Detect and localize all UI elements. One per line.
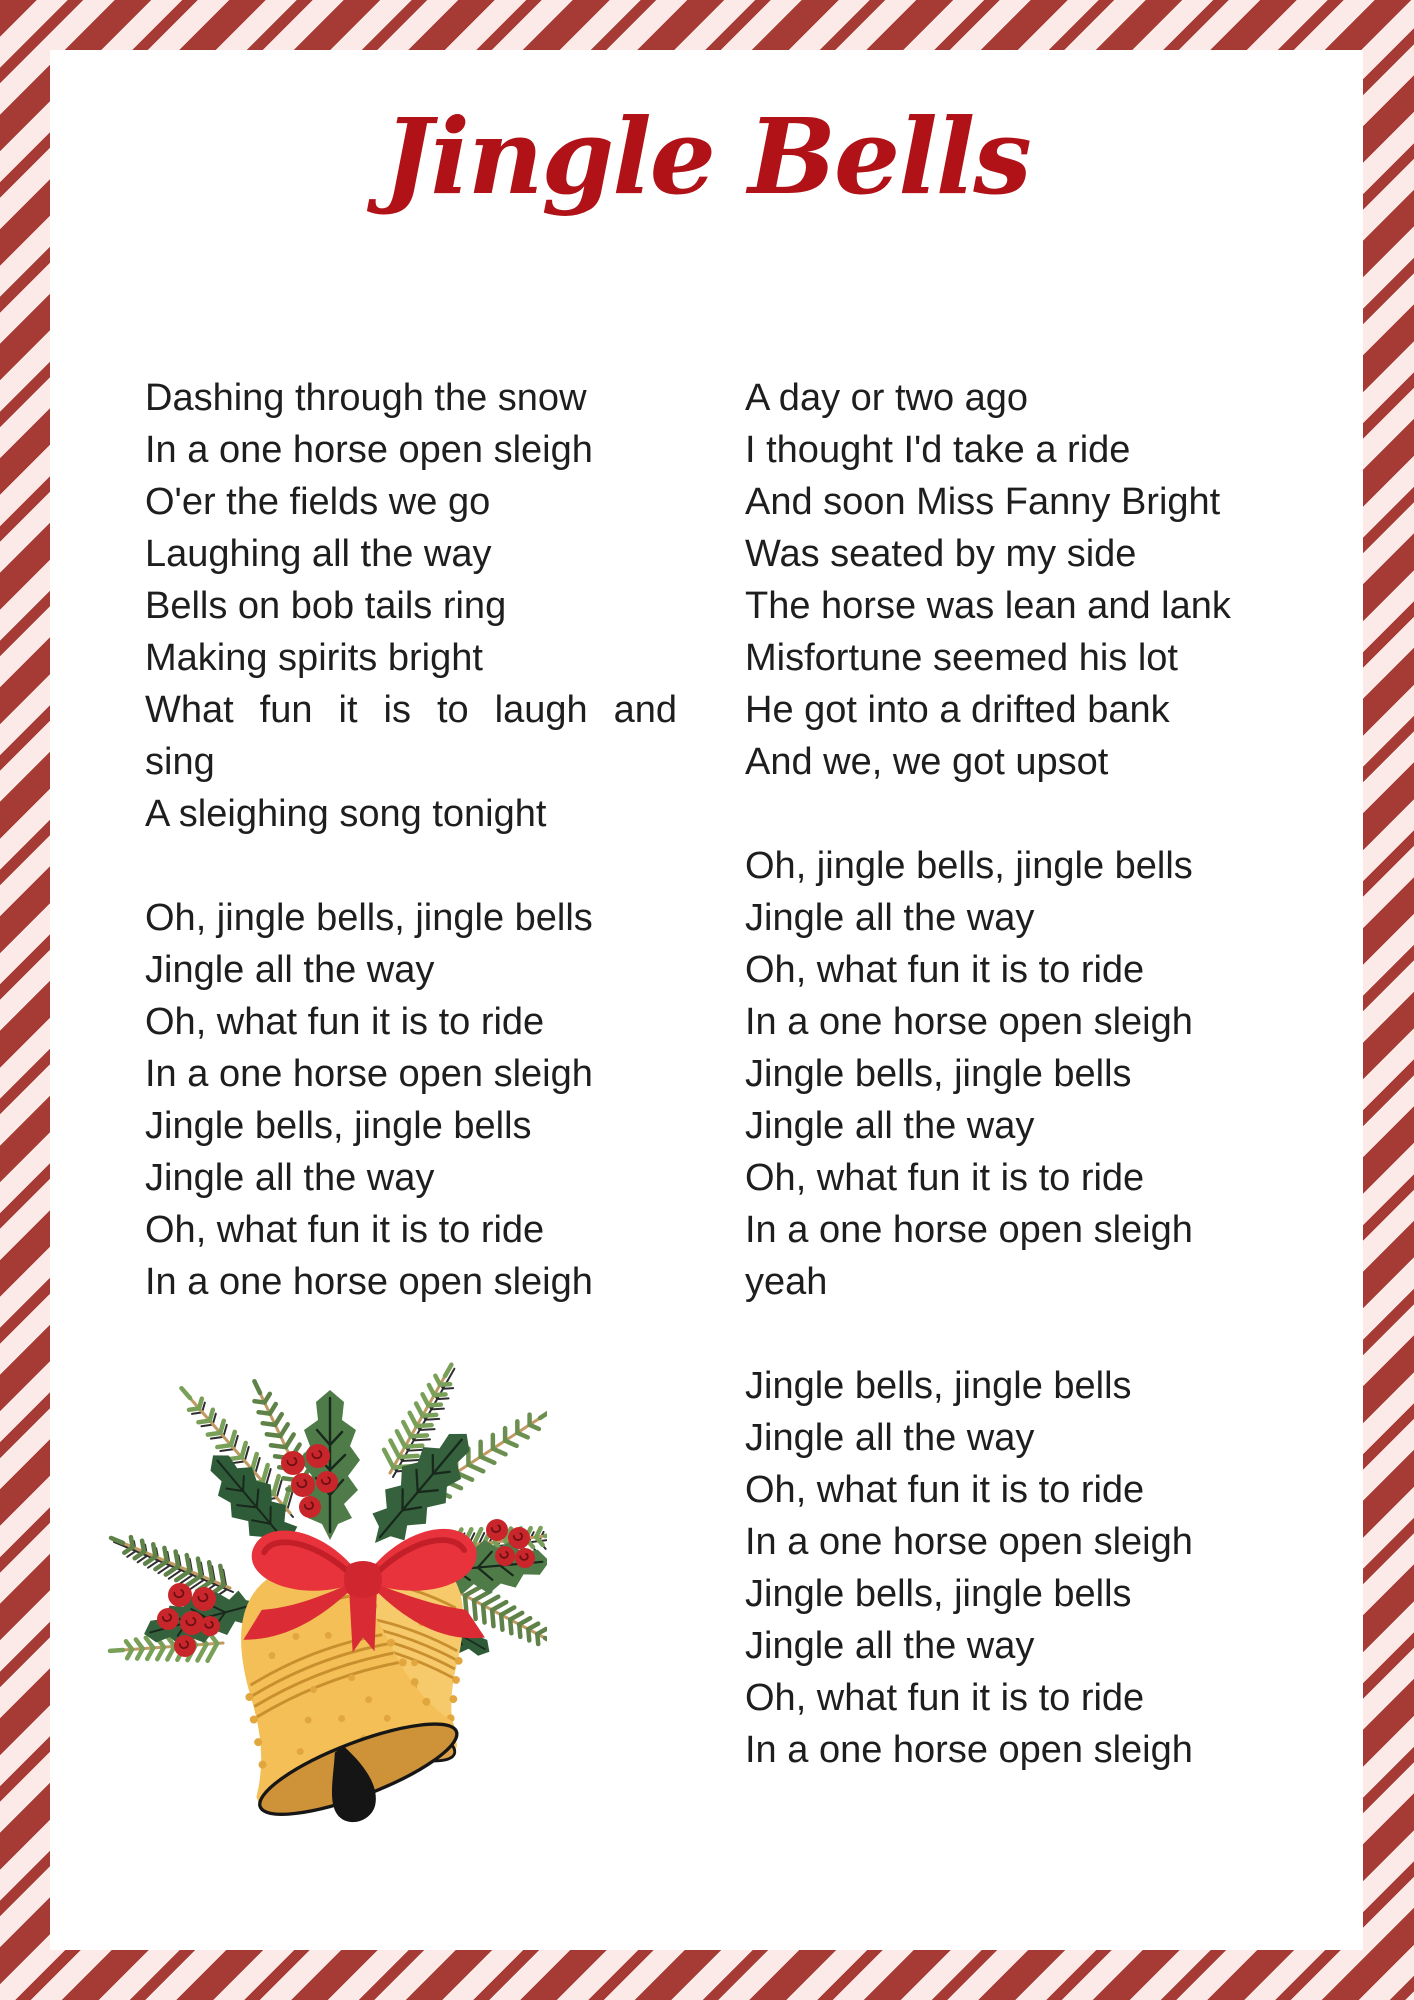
lyric-line: Oh, what fun it is to ride xyxy=(745,1677,1145,1719)
stanza xyxy=(745,840,1277,1308)
lyric-line: In a one horse open sleigh xyxy=(145,429,593,471)
lyric-line: And soon Miss Fanny Bright xyxy=(745,481,1221,523)
lyric-line: Oh, what fun it is to ride xyxy=(745,949,1145,991)
lyric-line: The horse was lean and lank xyxy=(745,585,1231,627)
lyrics-column-right xyxy=(745,372,1277,1828)
lyric-line: sing xyxy=(145,741,215,783)
lyric-line: Oh, jingle bells, jingle bells xyxy=(745,845,1193,887)
lyric-line: O'er the fields we go xyxy=(145,481,491,523)
lyric-line: Oh, what fun it is to ride xyxy=(145,1001,545,1043)
lyric-line: Oh, what fun it is to ride xyxy=(745,1157,1145,1199)
lyric-line: Jingle all the way xyxy=(745,1105,1035,1147)
lyric-line: Was seated by my side xyxy=(745,533,1137,575)
lyric-line: yeah xyxy=(745,1261,828,1303)
lyric-line: In a one horse open sleigh xyxy=(745,1729,1193,1771)
stanza xyxy=(745,372,1277,788)
stanza xyxy=(145,372,677,840)
lyric-line: In a one horse open sleigh xyxy=(745,1001,1193,1043)
lyric-line: And we, we got upsot xyxy=(745,741,1109,783)
bells-illustration xyxy=(95,1358,547,1870)
lyric-line: Laughing all the way xyxy=(145,533,492,575)
lyric-line: Jingle all the way xyxy=(745,1417,1035,1459)
lyric-line: In a one horse open sleigh xyxy=(145,1053,593,1095)
lyric-line: Oh, jingle bells, jingle bells xyxy=(145,897,593,939)
lyric-line: He got into a drifted bank xyxy=(745,689,1170,731)
lyric-line: In a one horse open sleigh xyxy=(145,1261,593,1303)
page-title: Jingle Bells xyxy=(383,95,1030,218)
lyric-line: Jingle bells, jingle bells xyxy=(745,1573,1132,1615)
lyric-line: Jingle all the way xyxy=(145,1157,435,1199)
lyric-line: A day or two ago xyxy=(745,377,1029,419)
lyrics-column-left xyxy=(145,372,677,1360)
lyric-line: Bells on bob tails ring xyxy=(145,585,507,627)
lyric-line: Oh, what fun it is to ride xyxy=(745,1469,1145,1511)
lyric-line: In a one horse open sleigh xyxy=(745,1209,1193,1251)
lyric-sheet xyxy=(50,50,1363,1950)
lyric-line: What fun it is to laugh and xyxy=(145,689,677,731)
lyric-line: Jingle bells, jingle bells xyxy=(145,1105,532,1147)
lyric-line: Misfortune seemed his lot xyxy=(745,637,1178,679)
lyric-line: Dashing through the snow xyxy=(145,377,587,419)
lyric-line: Jingle all the way xyxy=(145,949,435,991)
lyric-line: Jingle all the way xyxy=(745,897,1035,939)
lyric-line: A sleighing song tonight xyxy=(145,793,547,835)
lyric-line: I thought I'd take a ride xyxy=(745,429,1131,471)
lyric-line: Jingle bells, jingle bells xyxy=(745,1053,1132,1095)
lyric-line: Making spirits bright xyxy=(145,637,483,679)
lyric-line: Jingle all the way xyxy=(745,1625,1035,1667)
lyric-line: Jingle bells, jingle bells xyxy=(745,1365,1132,1407)
lyric-line: In a one horse open sleigh xyxy=(745,1521,1193,1563)
stanza xyxy=(145,892,677,1308)
lyric-line: Oh, what fun it is to ride xyxy=(145,1209,545,1251)
stanza xyxy=(745,1360,1277,1776)
